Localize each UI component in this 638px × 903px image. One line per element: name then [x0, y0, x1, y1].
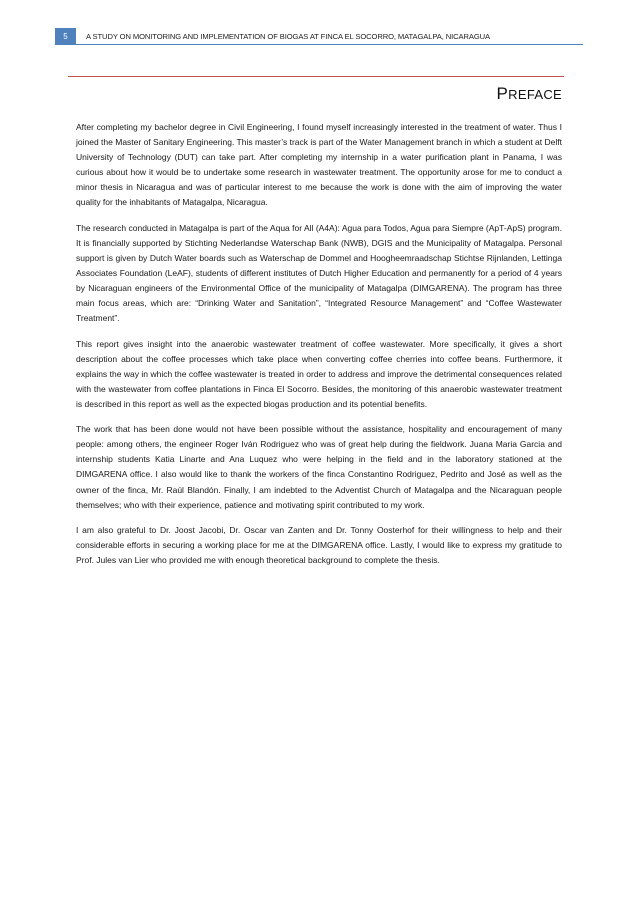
- title-first-letter: P: [496, 84, 509, 103]
- paragraph-4: The work that has been done would not have been possible without the assistance, hospitality and encouragement of many people: among others, the engineer Roger Iván Rodriguez who was of great help during the fieldwork. Juana Maria Garcia and internship students Katia Linarte and Ana Luquez who were helping in the field and in the laboratory stationed at the DIMGARENA office. I also would like to thank the workers of the finca Constantino Rodriguez, Pedrito and José as well as the owner of the finca, Mr. Raúl Blandón. Finally, I am indebted to the Adventist Church of Matagalpa and the Nicaraguan people themselves; who with their experience, patience and motivating spirit contributed to my work.: [76, 424, 562, 510]
- header-rule: [76, 44, 583, 45]
- paragraph-1: After completing my bachelor degree in Civil Engineering, I found myself increasingly interested in the treatment of water. Thus I joined the Master of Sanitary Engineering. This master’s track is part of the Water Management branch in which a student at Delft University of Technology (DUT) can take part. After completing my internship in a water purification plant in Panama, I was curious about how it would be to undertake some research in wastewater treatment. The opportunity arose for me to conduct a minor thesis in Nicaragua and was of particular interest to me because the work is done with the aim of improving the water quality for the inhabitants of Matagalpa, Nicaragua.: [76, 122, 562, 208]
- page-title: [497, 84, 562, 104]
- title-rule: [68, 76, 564, 77]
- paragraph-2: The research conducted in Matagalpa is part of the Aqua for All (A4A): Agua para Todos, Agua para Siempre (ApT-ApS) program. It is financially supported by Stichting Nederlandse Waterschap Bank (NWB), DGIS and the Municipality of Matagalpa. Personal support is given by Dutch Water boards such as Waterschap de Dommel and Hoogheemraadschap Stichtse Rijnlanden, Lettinga Associates Foundation (LeAF), students of different institutes of Dutch Higher Education and permanently for a period of 4 years by Nicaraguan engineers of the Environmental Office of the municipality of Matagalpa (DIMGARENA). The program has three main focus areas, which are: “Drinking Water and Sanitation”, “Integrated Resource Management” and “Coffee Wastewater Treatment”.: [76, 222, 562, 324]
- preface-body: [76, 120, 562, 579]
- page-number: 5: [55, 28, 76, 45]
- title-rest: REFACE: [508, 87, 562, 102]
- running-header-title: A STUDY ON MONITORING AND IMPLEMENTATION OF BIOGAS AT FINCA EL SOCORRO, MATAGALPA, NICARAGUA: [86, 32, 491, 41]
- paragraph-3: This report gives insight into the anaerobic wastewater treatment of coffee wastewater. More specifically, it gives a short description about the coffee processes which take place when converting coffee cherries into coffee beans. Furthermore, it explains the way in which the coffee wastewater is treated in order to address and improve the detrimental consequences related with the wastewater from coffee plantations in Finca El Socorro. Besides, the monitoring of this anaerobic wastewater treatment is described in this report as well as the expected biogas production and its potential benefits.: [76, 338, 562, 409]
- paragraph-5: I am also grateful to Dr. Joost Jacobi, Dr. Oscar van Zanten and Dr. Tonny Oosterhof for their willingness to help and their considerable efforts in securing a working place for me at the DIMGARENA office. Lastly, I would like to express my gratitude to Prof. Jules van Lier who provided me with enough theoretical background to complete the thesis.: [76, 525, 562, 566]
